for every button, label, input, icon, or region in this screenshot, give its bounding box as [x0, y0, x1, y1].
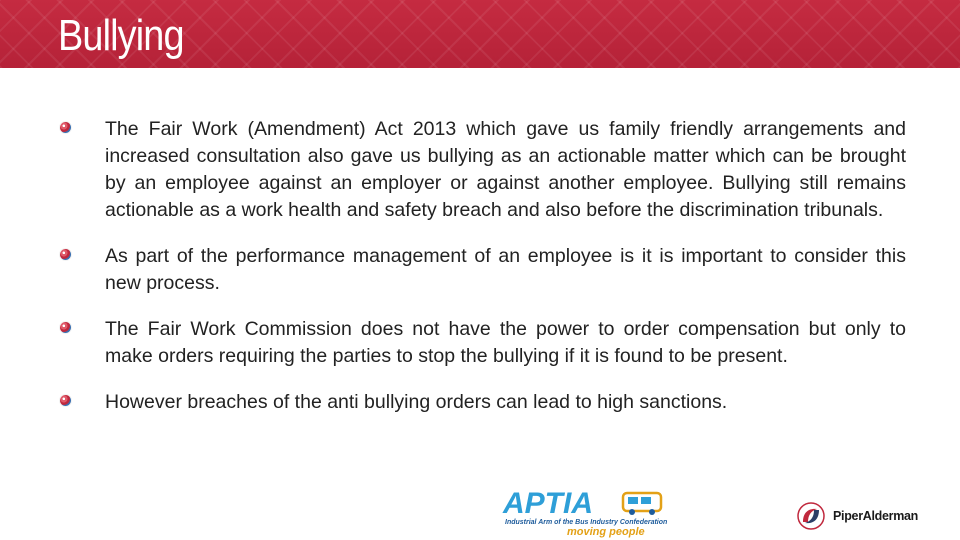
bullet-dot-icon [60, 249, 71, 260]
bullet-dot-icon [60, 322, 71, 333]
bullet-item [60, 116, 906, 224]
bullet-text: As part of the performance management of an employee is it is important to consider this new process. [105, 245, 906, 294]
bullet-text: However breaches of the anti bullying orders can lead to high sanctions. [105, 391, 728, 413]
aptia-wordmark: APTIA [503, 487, 593, 520]
bullet-dot-icon [60, 395, 71, 406]
piper-alderman-wordmark: PiperAlderman [833, 509, 919, 523]
bullet-dot-icon [60, 122, 71, 133]
slide-title: Bullying [58, 11, 184, 60]
header-banner [0, 0, 960, 68]
bullet-text: The Fair Work (Amendment) Act 2013 which gave us family friendly arrangements and increased consultation also gave us bullying as an actionable matter which can be brought by an employee against an employer or against another employee. Bullying still remains actionable as a work health and safety breach and also before the discrimination tribunals. [105, 118, 906, 221]
aptia-logo [503, 486, 673, 536]
aptia-motto: moving people [567, 526, 645, 538]
footer-logos [0, 480, 960, 540]
piper-alderman-logo [797, 502, 947, 530]
piper-alderman-emblem-icon [797, 502, 825, 530]
bullet-list [60, 116, 906, 416]
bullet-item [60, 243, 906, 297]
bullet-text: The Fair Work Commission does not have the power to order compensation but only to make orders requiring the parties to stop the bullying if it is found to be present. [105, 318, 906, 367]
bus-icon [621, 490, 665, 516]
aptia-tagline: Industrial Arm of the Bus Industry Confederation [505, 519, 668, 526]
bullet-item [60, 316, 906, 370]
slide-content [60, 116, 906, 435]
bullet-item [60, 389, 906, 416]
